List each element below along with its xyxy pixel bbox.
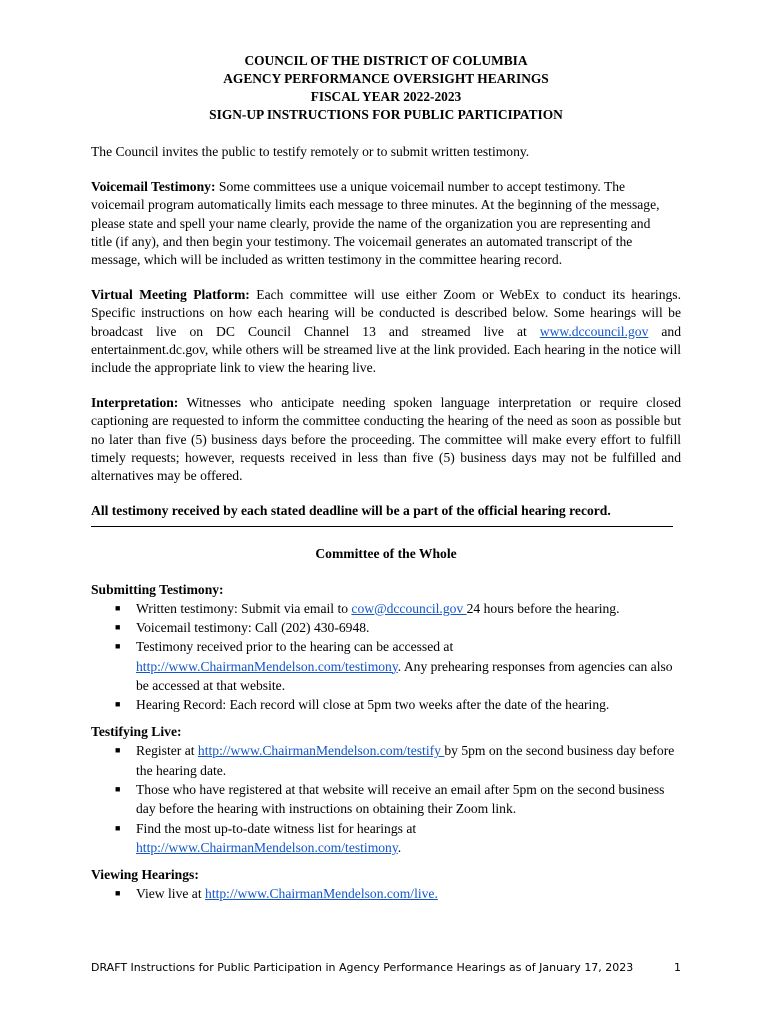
bullet-icon: ■ — [115, 784, 121, 795]
testify-link[interactable]: http://www.ChairmanMendelson.com/testify — [197, 743, 445, 759]
list-item-text: Register at — [136, 743, 198, 759]
committee-title: Committee of the Whole — [315, 546, 457, 562]
bullet-icon: ■ — [115, 699, 121, 710]
list-item — [91, 780, 681, 819]
list-item-text: Find the most up-to-date witness list for hearings at — [136, 820, 417, 836]
header-line-1: COUNCIL OF THE DISTRICT OF COLUMBIA — [244, 53, 528, 68]
virtual-lead: Virtual Meeting Platform: — [91, 287, 250, 303]
list-item-text: 24 hours before the hearing. — [466, 600, 620, 616]
page-number: 1 — [674, 961, 681, 974]
virtual-text-before: Each committee will use either Zoom or WebEx to conduct its hearings. Specific instructions on how each hearing will be conducted is described below. Some hearings will be broadcast live on DC Council Channel 13 and streamed live at — [91, 287, 681, 339]
header-line-3: FISCAL YEAR 2022-2023 — [310, 89, 462, 104]
footer-text: DRAFT Instructions for Public Participation in Agency Performance Hearings as of January 17, 2023 — [91, 961, 634, 974]
list-item-text: by 5pm on the second business day before the hearing date. — [136, 743, 675, 778]
list-item — [91, 637, 681, 695]
document-header — [91, 52, 681, 124]
list-item-text: View live at — [136, 886, 206, 902]
list-item — [91, 819, 681, 858]
document-page — [91, 52, 681, 904]
list-item-text: Those who have registered at that website will receive an email after 5pm on the second business day before the hearing with instructions on obtaining their Zoom link. — [136, 782, 665, 817]
list-item-text: Testimony received prior to the hearing can be accessed at — [136, 639, 454, 655]
voicemail-paragraph — [91, 178, 661, 269]
list-item — [91, 741, 681, 780]
list-item — [91, 618, 681, 637]
list-item-text: Written testimony: Submit via email to — [136, 600, 352, 616]
dccouncil-link[interactable]: www.dccouncil.gov — [539, 323, 649, 339]
list-item — [91, 599, 681, 618]
header-line-4: SIGN-UP INSTRUCTIONS FOR PUBLIC PARTICIPATION — [209, 107, 563, 122]
voicemail-text: Some committees use a unique voicemail number to accept testimony. The voicemail program automatically limits each message to three minutes. At the beginning of the message, please state and spell your name clearly, provide the name of the organization you are representing and title (if any), and then begin your testimony. The voicemail generates an automated transcript of the message, which will be included as written testimony in the committee hearing record. — [91, 179, 660, 268]
viewing-heading: Viewing Hearings: — [91, 867, 199, 883]
testifying-heading: Testifying Live: — [91, 724, 182, 740]
list-item-text: . Any prehearing responses from agencies can also be accessed at that website. — [136, 658, 673, 693]
live-link[interactable]: http://www.ChairmanMendelson.com/live. — [205, 886, 438, 902]
interpretation-lead: Interpretation: — [91, 395, 179, 411]
bullet-icon: ■ — [115, 621, 121, 632]
cow-email-link[interactable]: cow@dccouncil.gov — [351, 600, 467, 616]
testimony-link[interactable]: http://www.ChairmanMendelson.com/testimony — [136, 658, 398, 674]
list-item-text: . — [397, 839, 402, 855]
list-item-text: Voicemail testimony: Call (202) 430-6948. — [136, 619, 370, 635]
viewing-list — [91, 884, 681, 903]
intro-paragraph: The Council invites the public to testify remotely or to submit written testimony. — [91, 144, 530, 159]
list-item — [91, 884, 681, 903]
list-item — [91, 695, 681, 714]
bullet-icon: ■ — [115, 602, 121, 613]
section-divider — [91, 526, 673, 527]
witness-list-link[interactable]: http://www.ChairmanMendelson.com/testimony — [136, 839, 398, 855]
list-item-text: Hearing Record: Each record will close at 5pm two weeks after the date of the hearing. — [136, 697, 610, 713]
page-footer — [91, 961, 681, 974]
submitting-heading: Submitting Testimony: — [91, 581, 224, 597]
virtual-paragraph — [91, 286, 681, 377]
voicemail-lead: Voicemail Testimony: — [91, 179, 216, 195]
bullet-icon: ■ — [115, 888, 121, 899]
deadline-note: All testimony received by each stated deadline will be a part of the official hearing record. — [91, 503, 611, 519]
virtual-text-after: and entertainment.dc.gov, while others will be streamed live at the link provided. Each hearing in the notice will include the appropriate link to view the hearing live. — [91, 323, 682, 376]
header-line-2: AGENCY PERFORMANCE OVERSIGHT HEARINGS — [223, 71, 549, 86]
testifying-list — [91, 741, 681, 857]
submitting-list — [91, 599, 681, 715]
bullet-icon: ■ — [115, 822, 121, 833]
bullet-icon: ■ — [115, 745, 121, 756]
bullet-icon: ■ — [115, 641, 121, 652]
interpretation-text: Witnesses who anticipate needing spoken language interpretation or require closed captioning are requested to inform the committee conducting the hearing of the need as soon as possible but no later than five (5) business days before the proceeding. The committee will make every effort to fulfill timely requests; however, requests received in less than five (5) business days may not be fulfilled and alternatives may be offered. — [91, 395, 681, 484]
interpretation-paragraph — [91, 394, 681, 485]
